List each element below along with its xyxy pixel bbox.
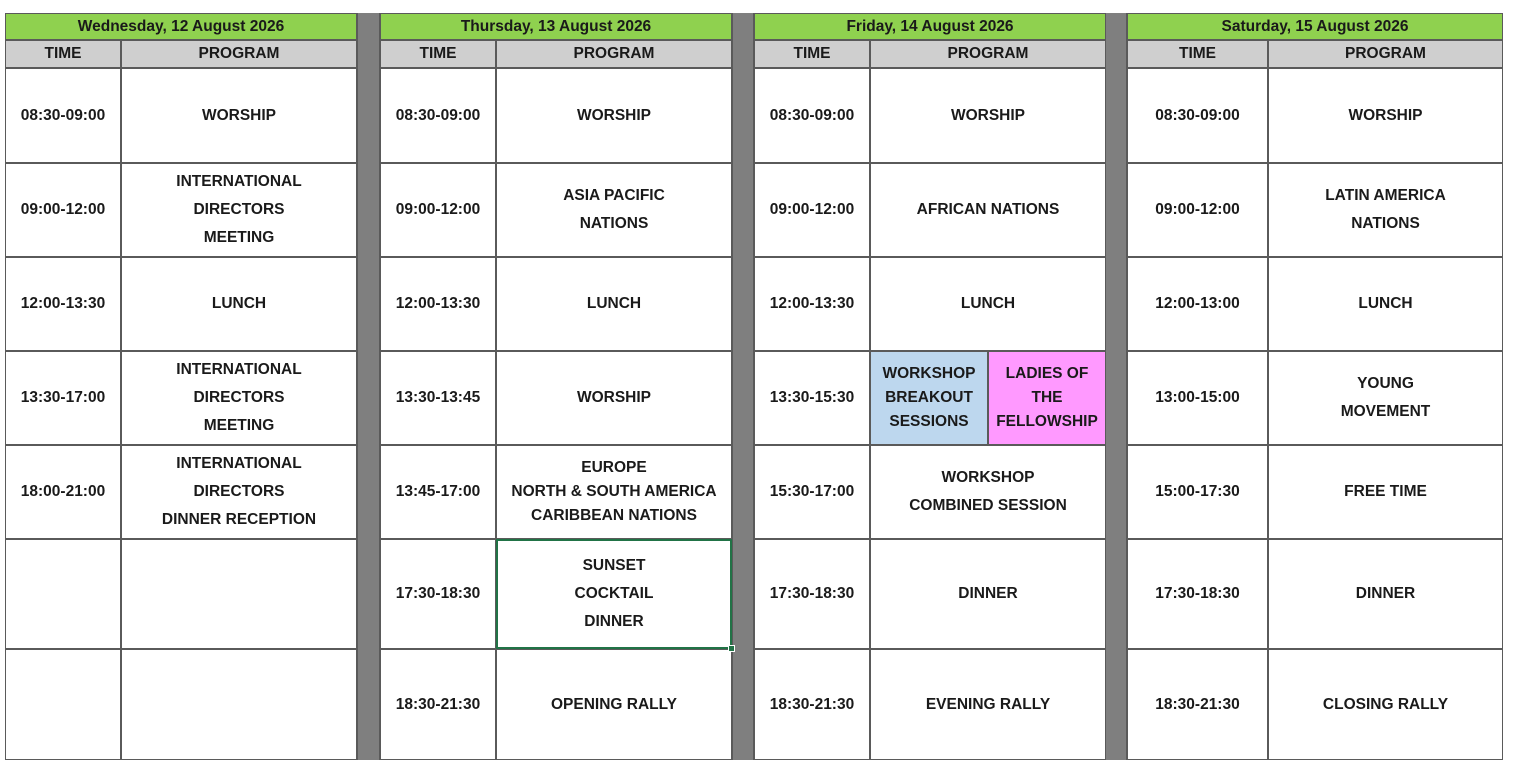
program-cell[interactable]: INTERNATIONAL DIRECTORS DINNER RECEPTION (121, 445, 357, 539)
time-cell[interactable]: 12:00-13:00 (1127, 257, 1268, 351)
time-cell[interactable]: 12:00-13:30 (5, 257, 121, 351)
program-cell[interactable]: EVENING RALLY (870, 649, 1106, 760)
time-cell[interactable]: 18:30-21:30 (754, 649, 870, 760)
program-cell[interactable]: LUNCH (870, 257, 1106, 351)
program-cell[interactable]: AFRICAN NATIONS (870, 163, 1106, 257)
program-cell[interactable]: DINNER (870, 539, 1106, 649)
time-column-header[interactable]: TIME (5, 40, 121, 68)
program-cell[interactable]: LATIN AMERICA NATIONS (1268, 163, 1503, 257)
program-cell[interactable]: WORSHIP (121, 68, 357, 163)
program-cell[interactable] (121, 539, 357, 649)
time-cell[interactable]: 08:30-09:00 (1127, 68, 1268, 163)
time-cell[interactable] (5, 539, 121, 649)
time-column-header[interactable]: TIME (1127, 40, 1268, 68)
time-cell[interactable]: 15:00-17:30 (1127, 445, 1268, 539)
time-cell[interactable]: 08:30-09:00 (5, 68, 121, 163)
day-header[interactable]: Saturday, 15 August 2026 (1127, 13, 1503, 40)
program-cell[interactable]: DINNER (1268, 539, 1503, 649)
time-cell[interactable]: 13:45-17:00 (380, 445, 496, 539)
time-cell[interactable]: 17:30-18:30 (380, 539, 496, 649)
time-cell[interactable]: 09:00-12:00 (380, 163, 496, 257)
program-cell[interactable]: YOUNG MOVEMENT (1268, 351, 1503, 445)
program-cell[interactable]: ASIA PACIFIC NATIONS (496, 163, 732, 257)
time-cell[interactable]: 13:30-17:00 (5, 351, 121, 445)
time-cell[interactable]: 18:00-21:00 (5, 445, 121, 539)
time-column-header[interactable]: TIME (380, 40, 496, 68)
program-cell[interactable]: LUNCH (121, 257, 357, 351)
selection-fill-handle[interactable] (728, 645, 735, 652)
program-column-header[interactable]: PROGRAM (496, 40, 732, 68)
program-cell[interactable]: WORSHIP (496, 351, 732, 445)
day-header[interactable]: Wednesday, 12 August 2026 (5, 13, 357, 40)
program-cell-ladies-fellowship[interactable]: LADIES OF THE FELLOWSHIP (988, 351, 1106, 445)
time-cell[interactable]: 09:00-12:00 (5, 163, 121, 257)
program-cell[interactable]: INTERNATIONAL DIRECTORS MEETING (121, 163, 357, 257)
program-cell[interactable]: WORSHIP (870, 68, 1106, 163)
time-cell[interactable]: 15:30-17:00 (754, 445, 870, 539)
program-cell-workshop-breakout[interactable]: WORKSHOP BREAKOUT SESSIONS (870, 351, 988, 445)
program-cell[interactable]: OPENING RALLY (496, 649, 732, 760)
time-cell[interactable]: 08:30-09:00 (754, 68, 870, 163)
time-cell[interactable]: 12:00-13:30 (754, 257, 870, 351)
day-separator-column (357, 13, 380, 760)
time-cell[interactable] (5, 649, 121, 760)
program-cell[interactable]: LUNCH (1268, 257, 1503, 351)
day-header[interactable]: Friday, 14 August 2026 (754, 13, 1106, 40)
time-cell[interactable]: 13:30-13:45 (380, 351, 496, 445)
time-cell[interactable]: 13:00-15:00 (1127, 351, 1268, 445)
time-cell[interactable]: 09:00-12:00 (1127, 163, 1268, 257)
schedule-sheet (5, 13, 1503, 760)
day-separator-column (732, 13, 754, 760)
program-cell[interactable]: CLOSING RALLY (1268, 649, 1503, 760)
time-cell[interactable]: 09:00-12:00 (754, 163, 870, 257)
day-separator-column (1105, 13, 1127, 760)
program-column-header[interactable]: PROGRAM (121, 40, 357, 68)
time-cell[interactable]: 18:30-21:30 (380, 649, 496, 760)
program-cell-selected[interactable]: SUNSET COCKTAIL DINNER (496, 539, 732, 649)
time-cell[interactable]: 12:00-13:30 (380, 257, 496, 351)
day-header[interactable]: Thursday, 13 August 2026 (380, 13, 732, 40)
time-cell[interactable]: 17:30-18:30 (1127, 539, 1268, 649)
program-cell[interactable]: WORSHIP (1268, 68, 1503, 163)
program-cell[interactable]: WORKSHOP COMBINED SESSION (870, 445, 1106, 539)
program-cell[interactable]: INTERNATIONAL DIRECTORS MEETING (121, 351, 357, 445)
program-cell[interactable] (121, 649, 357, 760)
program-cell[interactable]: EUROPE NORTH & SOUTH AMERICA CARIBBEAN NATIONS (496, 445, 732, 539)
time-cell[interactable]: 18:30-21:30 (1127, 649, 1268, 760)
program-column-header[interactable]: PROGRAM (870, 40, 1106, 68)
program-cell[interactable]: WORSHIP (496, 68, 732, 163)
time-cell[interactable]: 08:30-09:00 (380, 68, 496, 163)
program-cell[interactable]: LUNCH (496, 257, 732, 351)
time-cell[interactable]: 13:30-15:30 (754, 351, 870, 445)
program-cell[interactable]: FREE TIME (1268, 445, 1503, 539)
time-column-header[interactable]: TIME (754, 40, 870, 68)
program-column-header[interactable]: PROGRAM (1268, 40, 1503, 68)
time-cell[interactable]: 17:30-18:30 (754, 539, 870, 649)
